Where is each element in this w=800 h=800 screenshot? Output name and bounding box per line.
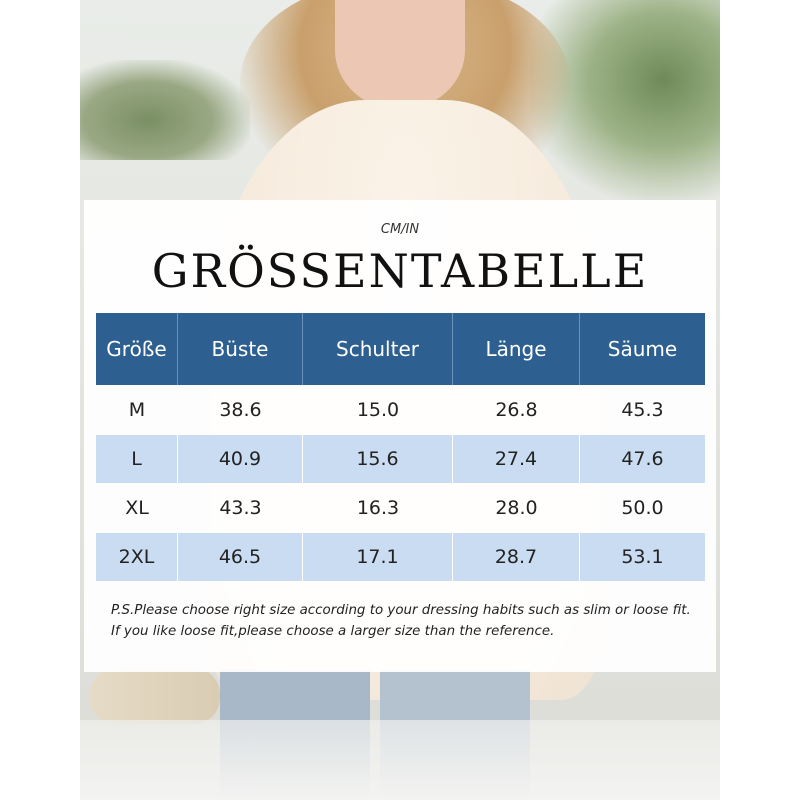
- size-cell: XL: [125, 497, 149, 519]
- size-chart-panel: [84, 200, 716, 672]
- header-size: Größe: [96, 313, 178, 385]
- table-row: [96, 386, 705, 434]
- size-cell: 2XL: [96, 533, 178, 581]
- header-bust: Büste: [178, 313, 303, 385]
- background-plants: [80, 60, 250, 160]
- length-cell: 28.7: [453, 533, 580, 581]
- hem-cell: 45.3: [621, 399, 664, 421]
- table-row: [96, 484, 705, 532]
- note-line: P.S.Please choose right size according to your dressing habits such as slim or loose fit.: [111, 603, 691, 618]
- size-cell: M: [128, 399, 146, 421]
- bust-cell: 40.9: [178, 435, 303, 483]
- hem-cell: 53.1: [621, 546, 664, 568]
- size-notes: [111, 600, 701, 642]
- shoulder-cell: 16.3: [356, 497, 400, 519]
- unit-label: CM/IN: [380, 222, 420, 237]
- table-row: [96, 435, 705, 483]
- length-cell: 28.0: [495, 497, 538, 519]
- shoulder-cell: 17.1: [303, 533, 453, 581]
- header-shoulder: Schulter: [303, 313, 453, 385]
- chart-title: GRÖSSENTABELLE: [151, 244, 649, 298]
- table-row: [96, 533, 705, 581]
- bust-cell: 38.6: [219, 399, 262, 421]
- header-hem: Säume: [607, 337, 678, 361]
- length-cell: 26.8: [495, 399, 538, 421]
- floor: [80, 720, 720, 800]
- length-cell: 27.4: [453, 435, 580, 483]
- shoulder-cell: 15.6: [303, 435, 453, 483]
- shoulder-cell: 15.0: [356, 399, 400, 421]
- hem-cell: 47.6: [621, 448, 664, 470]
- size-table: [96, 313, 705, 582]
- table-header-row: [96, 313, 705, 385]
- size-cell: L: [96, 435, 178, 483]
- bust-cell: 43.3: [219, 497, 262, 519]
- hem-cell: 50.0: [621, 497, 664, 519]
- note-line: If you like loose fit,please choose a larger size than the reference.: [111, 624, 555, 639]
- header-length: Länge: [453, 313, 580, 385]
- bust-cell: 46.5: [178, 533, 303, 581]
- clutch-bag: [90, 668, 220, 724]
